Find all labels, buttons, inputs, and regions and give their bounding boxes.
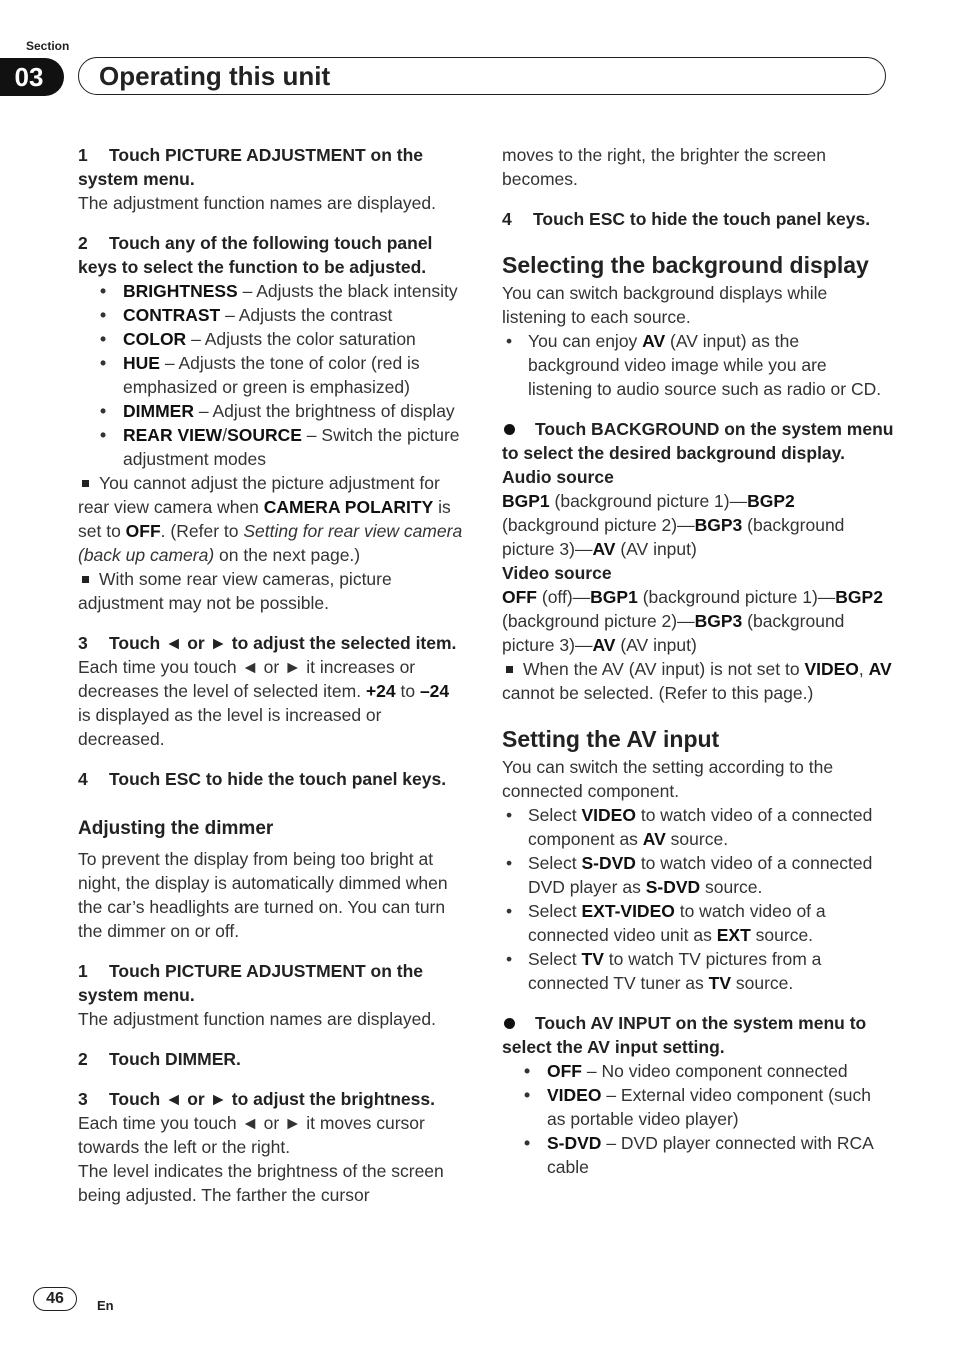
section-number-badge: 03 xyxy=(0,58,64,96)
adjust-function-list xyxy=(78,279,466,471)
note-square-icon xyxy=(506,666,513,673)
list-item: • REAR VIEW/SOURCE – Switch the picture adjustment modes xyxy=(78,423,466,471)
background-heading: Selecting the background display xyxy=(502,252,869,278)
step-3: 3 Touch ◄ or ► to adjust the selected item. xyxy=(78,633,457,653)
left-column xyxy=(78,143,466,1207)
right-column xyxy=(502,143,894,1179)
dimmer-step-1-body: The adjustment function names are displayed. xyxy=(78,1009,436,1029)
av-input-step: Touch AV INPUT on the system menu to select the AV input setting. xyxy=(502,1013,867,1057)
av-input-heading: Setting the AV input xyxy=(502,726,720,752)
audio-source-sequence: BGP1 (background picture 1)—BGP2 (background picture 2)—BGP3 (background picture 3)—AV (AV input) xyxy=(502,491,845,559)
list-item: • COLOR – Adjusts the color saturation xyxy=(78,327,466,351)
dimmer-step-3-body-1: Each time you touch ◄ or ► it moves cursor towards the left or the right. xyxy=(78,1113,425,1157)
av-input-options xyxy=(502,1059,894,1179)
title-box xyxy=(78,57,886,95)
audio-source-label: Audio source xyxy=(502,467,614,487)
list-item: • VIDEO – External video component (such as portable video player) xyxy=(502,1083,894,1131)
list-item: • BRIGHTNESS – Adjusts the black intensity xyxy=(78,279,466,303)
dimmer-step-3: 3 Touch ◄ or ► to adjust the brightness. xyxy=(78,1089,435,1109)
step-dot-icon xyxy=(504,424,515,435)
list-item: • CONTRAST – Adjusts the contrast xyxy=(78,303,466,327)
page-language: En xyxy=(97,1298,114,1313)
section-label: Section xyxy=(26,39,70,53)
continued-text: moves to the right, the brighter the screen becomes. xyxy=(502,145,826,189)
background-step: Touch BACKGROUND on the system menu to select the desired background display. xyxy=(502,419,894,463)
note-square-icon xyxy=(82,576,89,583)
background-note: When the AV (AV input) is not set to VIDEO, AV cannot be selected. (Refer to this page.) xyxy=(502,659,892,703)
note-rear-camera: With some rear view cameras, picture adjustment may not be possible. xyxy=(78,569,392,613)
list-item: • DIMMER – Adjust the brightness of display xyxy=(78,399,466,423)
list-item: • HUE – Adjusts the tone of color (red is emphasized or green is emphasized) xyxy=(78,351,466,399)
page-title: Operating this unit xyxy=(99,61,331,91)
step-1: 1 Touch PICTURE ADJUSTMENT on the system menu. xyxy=(78,145,424,189)
note-camera-polarity: You cannot adjust the picture adjustment for rear view camera when CAMERA POLARITY is set to OFF. (Refer to Setting for rear view camera (back up camera) on the next page.) xyxy=(78,473,463,565)
note-square-icon xyxy=(82,480,89,487)
dimmer-step-3-body-2: The level indicates the brightness of the screen being adjusted. The farther the cursor xyxy=(78,1161,444,1205)
av-input-body: You can switch the setting according to the connected component. xyxy=(502,757,834,801)
background-body: You can switch background displays while listening to each source. xyxy=(502,283,828,327)
dimmer-step-1: 1 Touch PICTURE ADJUSTMENT on the system menu. xyxy=(78,961,424,1005)
video-source-sequence: OFF (off)—BGP1 (background picture 1)—BGP2 (background picture 2)—BGP3 (background picture 3)—AV (AV input) xyxy=(502,587,883,655)
background-bullet: • You can enjoy AV (AV input) as the background video image while you are listening to audio source such as radio or CD. xyxy=(502,329,894,401)
dimmer-heading: Adjusting the dimmer xyxy=(78,818,274,839)
step-1-body: The adjustment function names are displayed. xyxy=(78,193,436,213)
list-item: • Select TV to watch TV pictures from a connected TV tuner as TV source. xyxy=(502,947,894,995)
step-3-body: Each time you touch ◄ or ► it increases or decreases the level of selected item. +24 to –24 is displayed as the level is increased or decreased. xyxy=(78,657,450,749)
dimmer-body: To prevent the display from being too bright at night, the display is automatically dimmed when the car’s headlights are turned on. You can turn the dimmer on or off. xyxy=(78,849,448,941)
list-item: • S-DVD – DVD player connected with RCA cable xyxy=(502,1131,894,1179)
list-item: • OFF – No video component connected xyxy=(502,1059,894,1083)
step-dot-icon xyxy=(504,1018,515,1029)
av-input-bullets xyxy=(502,803,894,995)
dimmer-step-2: 2 Touch DIMMER. xyxy=(78,1049,241,1069)
video-source-label: Video source xyxy=(502,563,612,583)
step-4-right: 4 Touch ESC to hide the touch panel keys. xyxy=(502,209,871,229)
page-number: 46 xyxy=(33,1287,77,1311)
list-item: • Select VIDEO to watch video of a connected component as AV source. xyxy=(502,803,894,851)
step-2: 2 Touch any of the following touch panel keys to select the function to be adjusted. xyxy=(78,233,433,277)
step-4: 4 Touch ESC to hide the touch panel keys. xyxy=(78,769,447,789)
list-item: • Select S-DVD to watch video of a connected DVD player as S-DVD source. xyxy=(502,851,894,899)
list-item: • Select EXT-VIDEO to watch video of a connected video unit as EXT source. xyxy=(502,899,894,947)
